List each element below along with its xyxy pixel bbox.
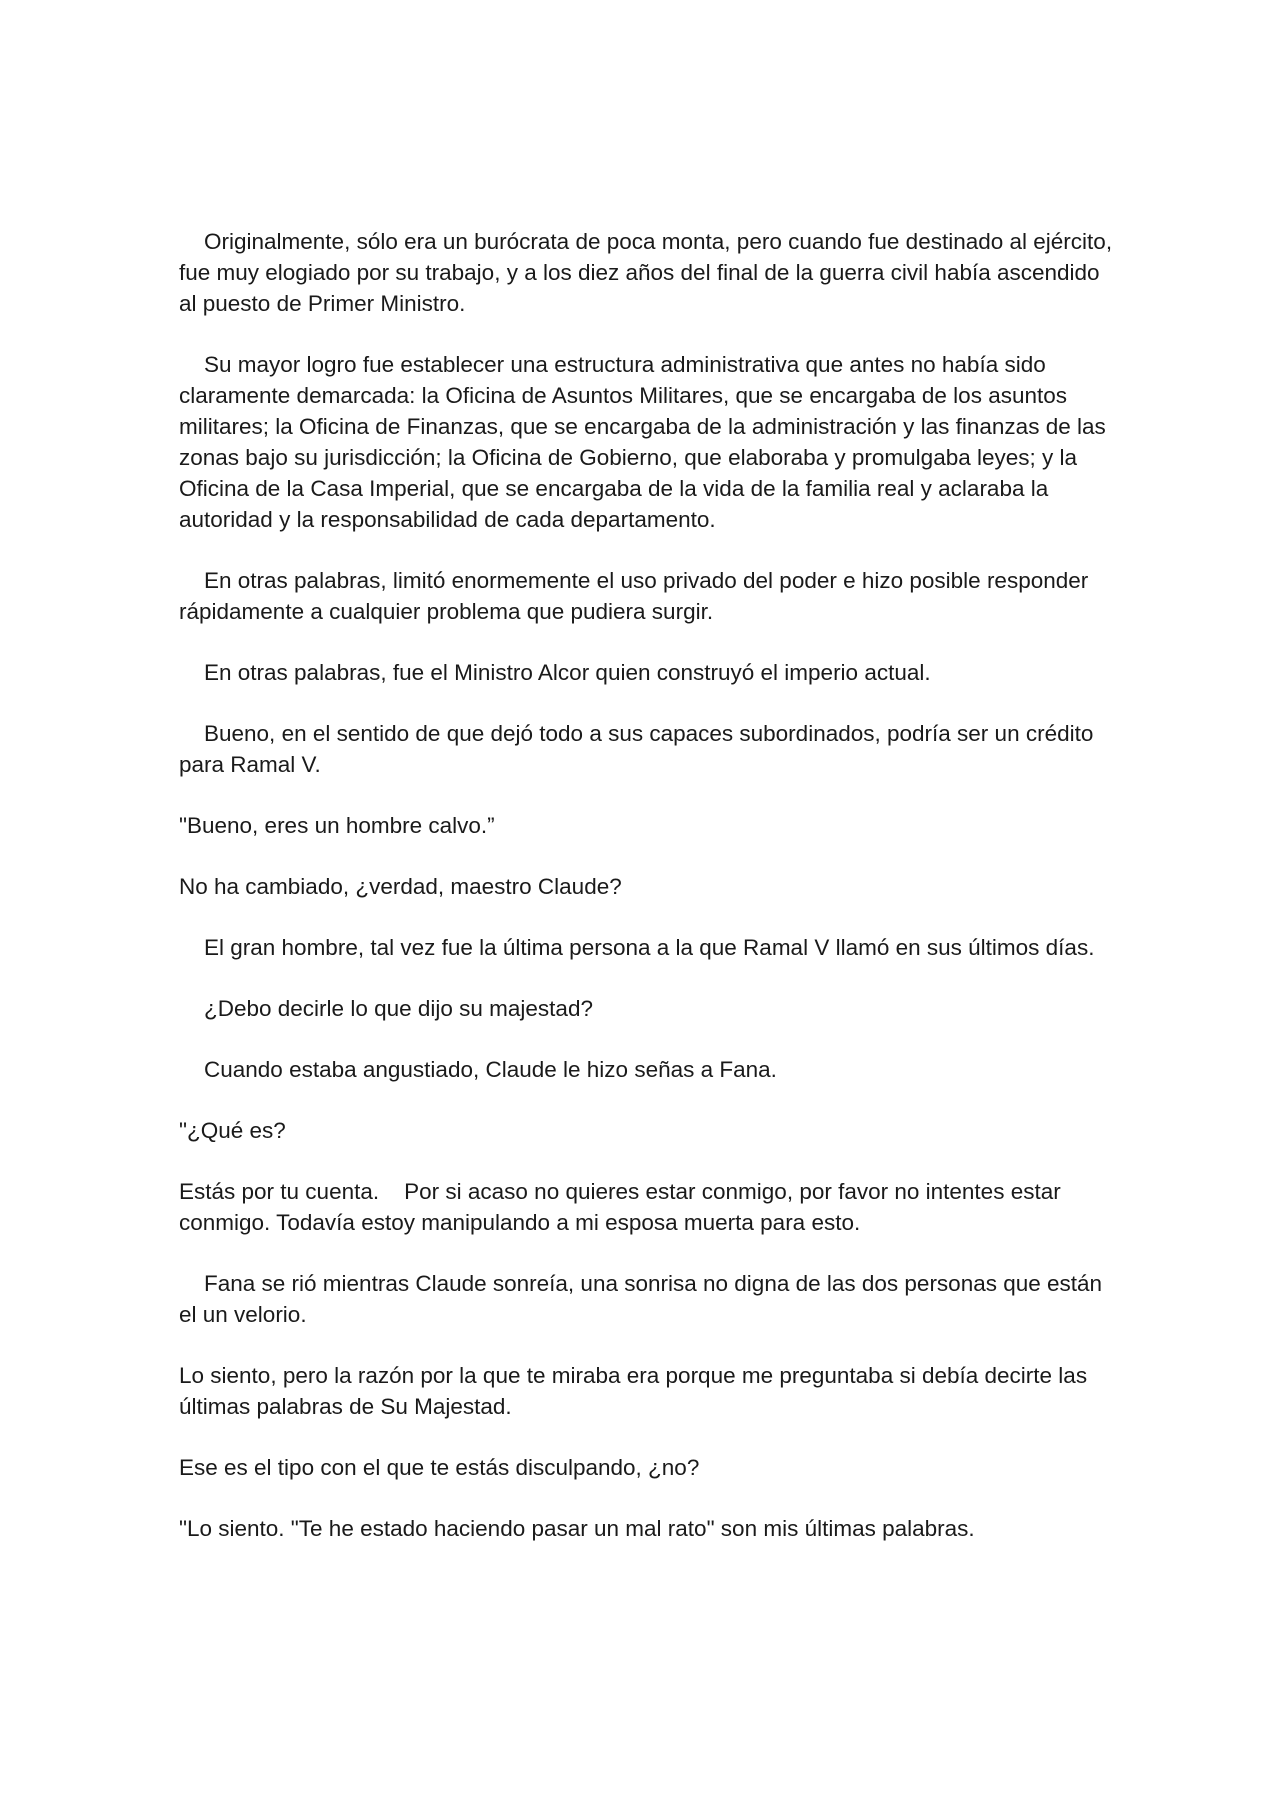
paragraph: En otras palabras, limitó enormemente el uso privado del poder e hizo posible responder rápidamente a cualquier problema que pudiera surgir. bbox=[179, 568, 1095, 624]
dialogue-line: "¿Qué es? bbox=[179, 1118, 286, 1143]
dialogue-line: Estás por tu cuenta. Por si acaso no quieres estar conmigo, por favor no intentes estar conmigo. Todavía estoy manipulando a mi esposa muerta para esto. bbox=[179, 1179, 1067, 1235]
paragraph: Fana se rió mientras Claude sonreía, una sonrisa no digna de las dos personas que están el un velorio. bbox=[179, 1271, 1109, 1327]
paragraph: Originalmente, sólo era un burócrata de poca monta, pero cuando fue destinado al ejército, fue muy elogiado por su trabajo, y a los diez años del final de la guerra civil había ascendido al puesto de Primer Ministro. bbox=[179, 229, 1119, 316]
dialogue-line: Ese es el tipo con el que te estás disculpando, ¿no? bbox=[179, 1455, 700, 1480]
paragraph: El gran hombre, tal vez fue la última persona a la que Ramal V llamó en sus últimos días. bbox=[204, 935, 1095, 960]
paragraph: ¿Debo decirle lo que dijo su majestad? bbox=[204, 996, 593, 1021]
dialogue-line: "Bueno, eres un hombre calvo.” bbox=[179, 813, 495, 838]
dialogue-line: "Lo siento. "Te he estado haciendo pasar un mal rato" son mis últimas palabras. bbox=[179, 1516, 975, 1541]
paragraph: Su mayor logro fue establecer una estructura administrativa que antes no había sido claramente demarcada: la Oficina de Asuntos Militares, que se encargaba de los asuntos militares; la Oficina de Finanzas, que se encargaba de la administración y las finanzas de las zonas bajo su jurisdicción; la Oficina de Gobierno, que elaboraba y promulgaba leyes; y la Oficina de la Casa Imperial, que se encargaba de la vida de la familia real y aclaraba la autoridad y la responsabilidad de cada departamento. bbox=[179, 352, 1113, 532]
paragraph: Cuando estaba angustiado, Claude le hizo señas a Fana. bbox=[204, 1057, 777, 1082]
dialogue-line: No ha cambiado, ¿verdad, maestro Claude? bbox=[179, 874, 622, 899]
paragraph: Bueno, en el sentido de que dejó todo a sus capaces subordinados, podría ser un crédito para Ramal V. bbox=[179, 721, 1100, 777]
dialogue-line: Lo siento, pero la razón por la que te miraba era porque me preguntaba si debía decirte las últimas palabras de Su Majestad. bbox=[179, 1363, 1094, 1419]
document-body bbox=[179, 226, 1119, 1574]
paragraph: En otras palabras, fue el Ministro Alcor quien construyó el imperio actual. bbox=[204, 660, 931, 685]
